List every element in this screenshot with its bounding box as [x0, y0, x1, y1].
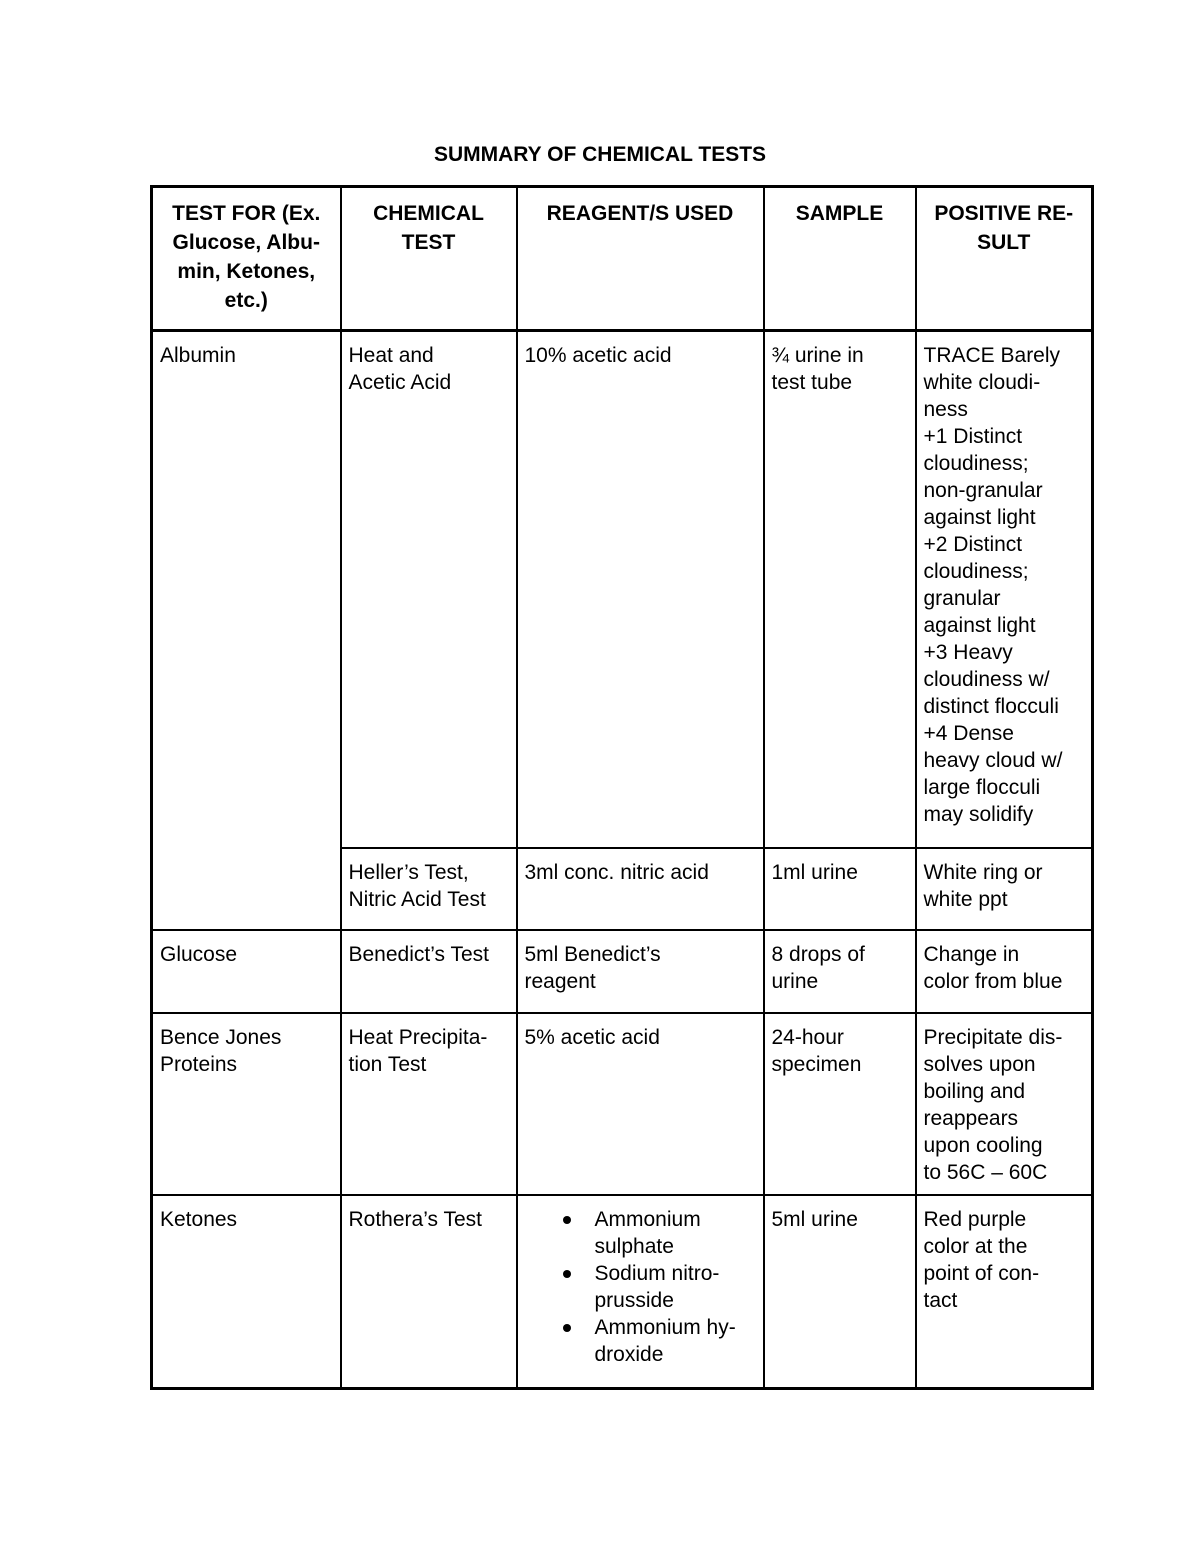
cell-reagent: 3ml conc. nitric acid [517, 848, 764, 930]
table-row [152, 331, 1093, 849]
cell-test-for-bence-jones: Bence Jones Proteins [152, 1013, 341, 1195]
cell-test-for-glucose: Glucose [152, 930, 341, 1013]
table-header-row [152, 187, 1093, 331]
cell-reagent: 10% acetic acid [517, 331, 764, 849]
chemical-tests-table [150, 185, 1094, 1390]
table-row [152, 1195, 1093, 1389]
cell-positive-result: Red purple color at the point of con- tact [916, 1195, 1093, 1389]
table-row [152, 930, 1093, 1013]
cell-chemical-test: Heat and Acetic Acid [341, 331, 517, 849]
cell-reagent: 5% acetic acid [517, 1013, 764, 1195]
cell-chemical-test: Rothera’s Test [341, 1195, 517, 1389]
cell-reagent [517, 1195, 764, 1389]
header-reagents-used: REAGENT/S USED [517, 187, 764, 331]
header-positive-result: POSITIVE RE- SULT [916, 187, 1093, 331]
header-chemical-test: CHEMICAL TEST [341, 187, 517, 331]
bullet-icon [563, 1324, 571, 1332]
cell-positive-result: Precipitate dis- solves upon boiling and reappears upon cooling to 56C – 60C [916, 1013, 1093, 1195]
list-item: Ammonium hy- droxide [595, 1314, 756, 1368]
list-item: Sodium nitro- prusside [595, 1260, 756, 1314]
bullet-icon [563, 1270, 571, 1278]
cell-chemical-test: Heller’s Test, Nitric Acid Test [341, 848, 517, 930]
header-test-for: TEST FOR (Ex. Glucose, Albu- min, Ketones, etc.) [152, 187, 341, 331]
cell-chemical-test: Heat Precipita- tion Test [341, 1013, 517, 1195]
cell-sample: 8 drops of urine [764, 930, 916, 1013]
page-title: SUMMARY OF CHEMICAL TESTS [433, 143, 767, 166]
cell-sample: ¾ urine in test tube [764, 331, 916, 849]
cell-positive-result: Change in color from blue [916, 930, 1093, 1013]
cell-test-for-ketones: Ketones [152, 1195, 341, 1389]
reagent-list [525, 1206, 756, 1368]
cell-sample: 24-hour specimen [764, 1013, 916, 1195]
cell-sample: 1ml urine [764, 848, 916, 930]
list-item: Ammonium sulphate [595, 1206, 756, 1260]
cell-positive-result: TRACE Barely white cloudi- ness +1 Distinct cloudiness; non-granular against light +2 Distinct cloudiness; granular against light +3 Heavy cloudiness w/ distinct flocculi +4 Dense heavy cloud w/ large flocculi may solidify [916, 331, 1093, 849]
cell-positive-result: White ring or white ppt [916, 848, 1093, 930]
bullet-icon [563, 1216, 571, 1224]
cell-sample: 5ml urine [764, 1195, 916, 1389]
table-row [152, 1013, 1093, 1195]
header-sample: SAMPLE [764, 187, 916, 331]
cell-chemical-test: Benedict’s Test [341, 930, 517, 1013]
cell-reagent: 5ml Benedict’s reagent [517, 930, 764, 1013]
cell-test-for-albumin: Albumin [152, 331, 341, 931]
